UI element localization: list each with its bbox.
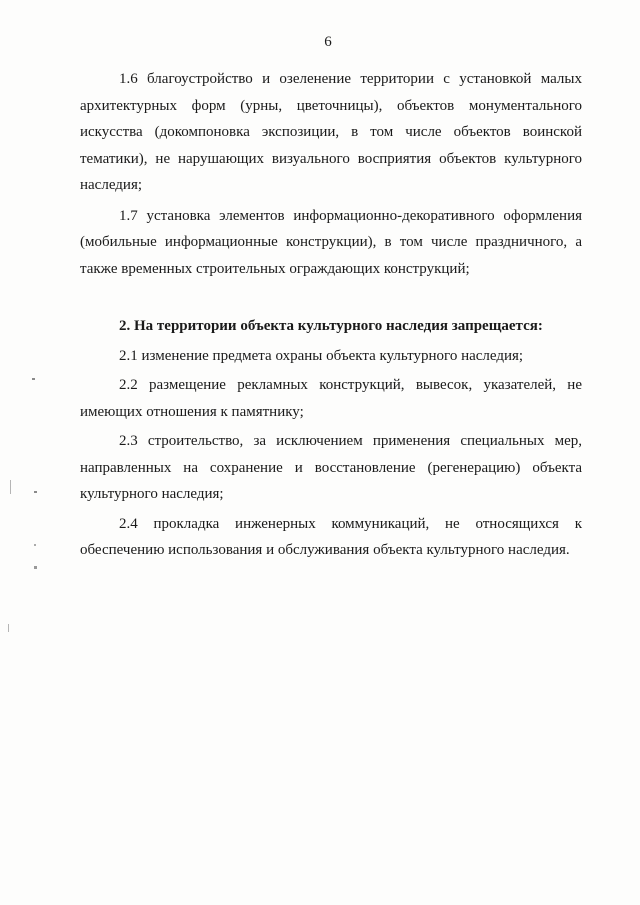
paragraph-2-1: 2.1 изменение предмета охраны объекта культурного наследия; bbox=[119, 347, 524, 364]
paragraph-2-4: 2.4 прокладка инженерных коммуникаций, не относящихся к обеспечению использования и обслуживания объекта культурного наследия. bbox=[80, 515, 582, 558]
paragraph-1-6: 1.6 благоустройство и озеленение территории с установкой малых архитектурных форм (урны, цветочницы), объектов монументального искусства (докомпоновка экспозиции, в том числе объектов воинской тематики), не нарушающих визуального восприятия объектов культурного наследия; bbox=[80, 71, 582, 193]
section-2-heading: 2. На территории объекта культурного наследия запрещается: bbox=[119, 318, 543, 334]
page-number: 6 bbox=[324, 34, 332, 50]
scan-artifact bbox=[34, 491, 37, 493]
paragraph-1-7: 1.7 установка элементов информационно-декоративного оформления (мобильные информационные конструкции), в том числе праздничного, а также временных строительных ограждающих конструкций; bbox=[80, 207, 582, 277]
scan-artifact bbox=[34, 566, 37, 569]
document-body bbox=[80, 66, 582, 564]
paragraph-2-3: 2.3 строительство, за исключением применения специальных мер, направленных на сохранение и восстановление (регенерацию) объекта культурного наследия; bbox=[80, 433, 582, 502]
scan-artifact bbox=[32, 378, 35, 380]
scan-artifact bbox=[8, 624, 9, 632]
scan-artifact bbox=[34, 544, 36, 546]
paragraph-2-2: 2.2 размещение рекламных конструкций, вывесок, указателей, не имеющих отношения к памятнику; bbox=[80, 377, 582, 420]
scan-artifact bbox=[10, 480, 11, 494]
